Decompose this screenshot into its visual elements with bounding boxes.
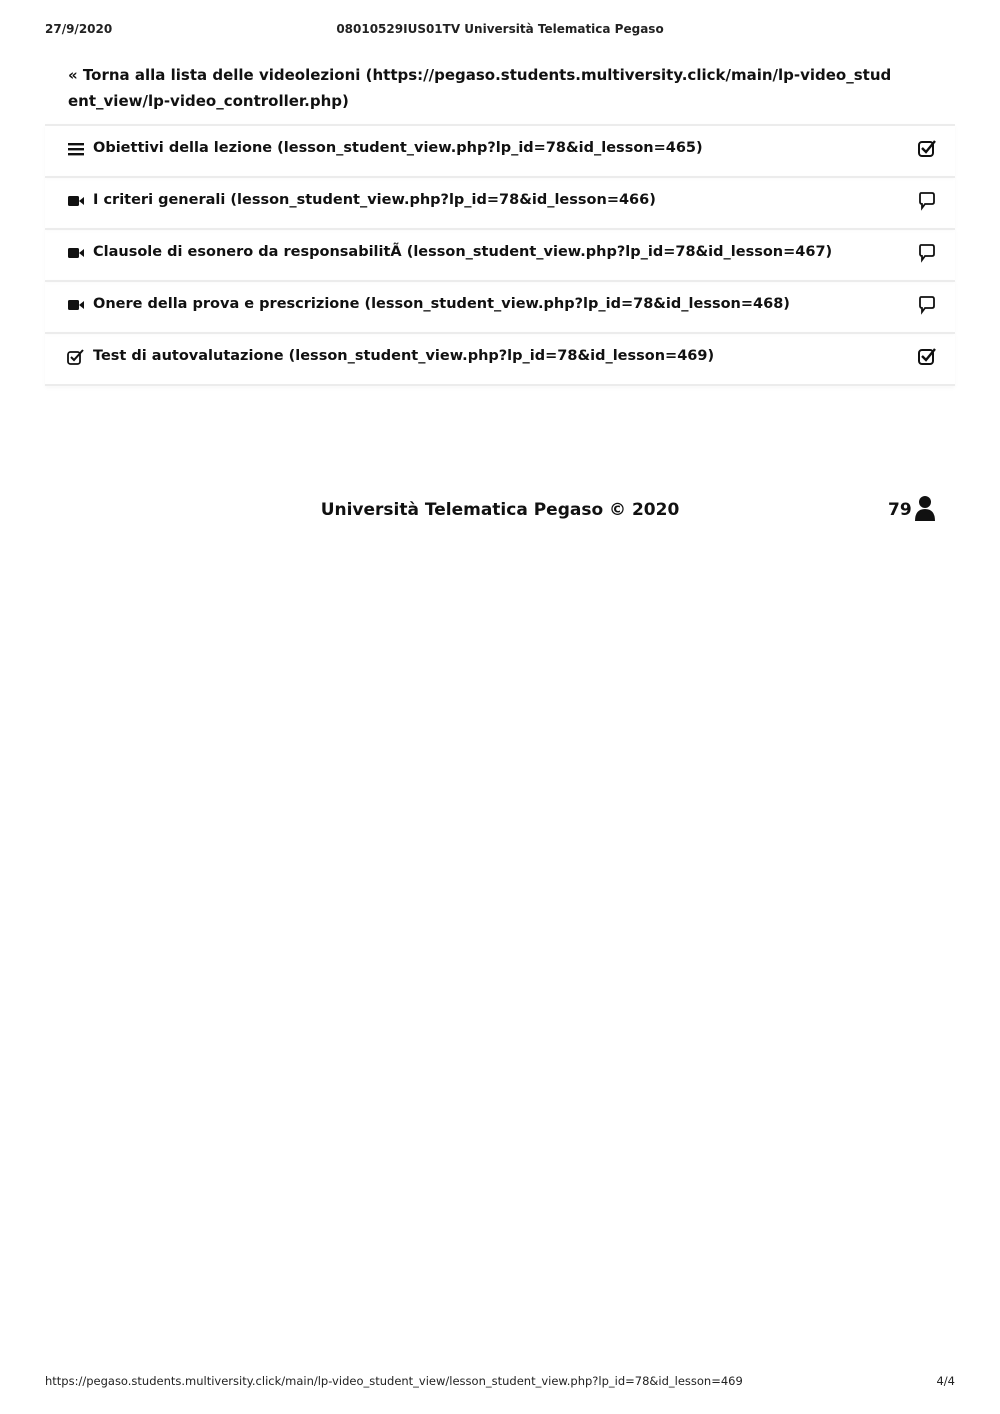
print-footer-url: https://pegaso.students.multiversity.click/main/lp-video_student_view/lesson_student_view.php?lp_id=78&id_lesson=469 [45,1374,743,1388]
checked-icon [917,346,937,368]
back-to-video-list-link[interactable]: « Torna alla lista delle videolezioni (https://pegaso.students.multiversity.click/main/lp-video_student_view/lp-video_controller.php) [68,66,892,110]
user-icon [914,495,936,523]
footer-copyright: Università Telematica Pegaso © 2020 [320,500,680,520]
lesson-list [45,124,955,386]
lesson-item [45,228,955,280]
lesson-link-general-criteria[interactable]: I criteri generali (lesson_student_view.php?lp_id=78&id_lesson=466) [93,192,656,208]
print-header [45,22,955,42]
edit-check-icon [67,349,85,365]
video-camera-icon [67,193,85,209]
video-camera-icon [67,297,85,313]
print-title: 08010529IUS01TV Università Telematica Pegaso [336,22,664,36]
lesson-item [45,176,955,228]
lesson-item [45,124,955,176]
list-icon [67,141,85,157]
bookmark-icon [917,190,937,212]
lesson-link-liability-exemption[interactable]: Clausole di esonero da responsabilitÃ (lesson_student_view.php?lp_id=78&id_lesson=467) [93,244,833,260]
checked-icon [917,138,937,160]
lesson-item [45,280,955,332]
lesson-link-self-assessment[interactable]: Test di autovalutazione (lesson_student_view.php?lp_id=78&id_lesson=469) [93,348,715,364]
lesson-link-burden-of-proof[interactable]: Onere della prova e prescrizione (lesson_student_view.php?lp_id=78&id_lesson=468) [93,296,790,312]
print-date: 27/9/2020 [45,22,113,36]
online-user-count: 79 [888,500,912,520]
lesson-item [45,332,955,386]
bookmark-icon [917,294,937,316]
bookmark-icon [917,242,937,264]
video-camera-icon [67,245,85,261]
lesson-link-objectives[interactable]: Obiettivi della lezione (lesson_student_view.php?lp_id=78&id_lesson=465) [93,140,703,156]
print-page-number: 4/4 [936,1374,955,1388]
